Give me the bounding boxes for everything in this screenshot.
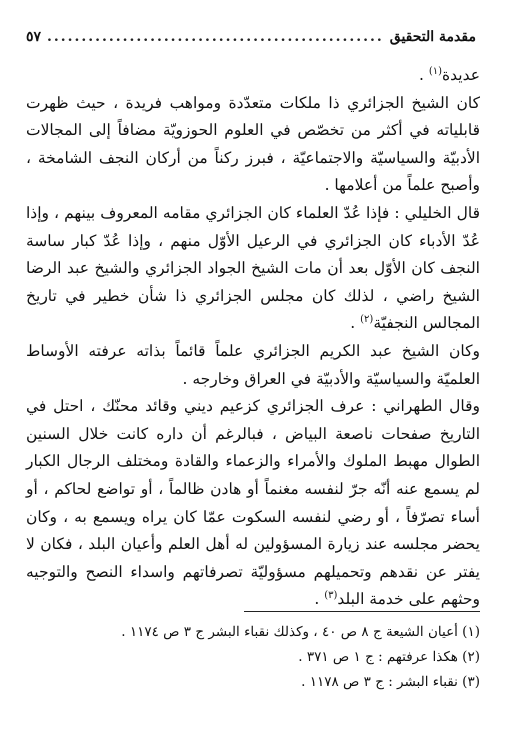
paragraph-1: عديدة$^{(١)}$ . xyxy=(418,65,480,84)
footnote-2: (٢) هكذا عرفتهم : ج ١ ص ٣٧١ . xyxy=(298,649,480,665)
page-header xyxy=(26,26,476,48)
paragraph-4: وكان الشيخ عبد الكريم الجزائري علماً قائماً بذاته عرفته الأوساط العلميّة والسياسيّة والأدبيّة في العراق وخارجه . xyxy=(26,341,480,388)
main-text xyxy=(26,62,480,614)
footnote-ref-3[interactable]: (٣) xyxy=(324,590,338,602)
paragraph-3: قال الخليلي : فإذا عُدّ العلماء كان الجزائري مقامه المعروف بينهم ، وإذا عُدّ الأدباء كان الجزائري في الرعيل الأوّل منهم ، وإذا عُدّ كبار ساسة النجف كان الأوّل بعد أن مات الشيخ الجواد الجزائري والشيخ عبد الرضا الشيخ راضي ، لذلك كان مجلس الجزائري ذا شأن خطير في تاريخ المجالس النجفيّة$^{(٢)}$ . xyxy=(26,203,480,333)
paragraph-2: كان الشيخ الجزائري ذا ملكات متعدّدة ومواهب فريدة ، حيث ظهرت قابلياته في أكثر من تخصّص في العلوم الحوزويّة مضافاً إلى المجالات الأدبيّة والسياسيّة والاجتماعيّة ، فبرز ركناً من أركان النجف الشامخة ، وأصبح علماً من أعلامها . xyxy=(26,93,480,195)
footnote-divider xyxy=(244,611,480,612)
header-dot-leader xyxy=(47,29,384,45)
running-title: مقدمة التحقيق xyxy=(389,29,476,45)
footnotes xyxy=(26,620,480,695)
footnote-ref-1[interactable]: (١) xyxy=(428,65,443,77)
paragraph-5: وقال الطهراني : عرف الجزائري كزعيم ديني وقائد محنّك ، احتل في التاريخ صفحات ناصعة البياض ، فبالرغم أن داره كانت خلال السنين الطوال مهبط الملوك والأمراء والزعماء والقادة ومختلف الرجال الكبار لم يسمع عنه أنّه جرّ لنفسه مغنماً أو هادن ظالماً ، أو تواضع لحاكم ، أو أساء تصرّفاً ، أو رضي لنفسه السكوت عمّا كان يراه ويسمع به ، وكان يحضر مجلسه عند زيارة المسؤولين له أهل العلم وأعيان البلد ، فكان لا يفتر عن نقدهم وتحميلهم مسؤوليّة تصرفاتهم واسداء النصح والتوجيه وحثهم على خدمة البلد$^{(٣)}$ . xyxy=(26,397,480,609)
footnote-ref-2[interactable]: (٢) xyxy=(360,314,374,326)
footnote-3: (٣) نقباء البشر : ج ٣ ص ١١٧٨ . xyxy=(301,674,480,690)
footnote-1: (١) أعيان الشيعة ج ٨ ص ٤٠ ، وكذلك نقباء البشر ج ٣ ص ١١٧٤ . xyxy=(121,624,480,640)
page-number: ٥٧ xyxy=(26,29,42,45)
